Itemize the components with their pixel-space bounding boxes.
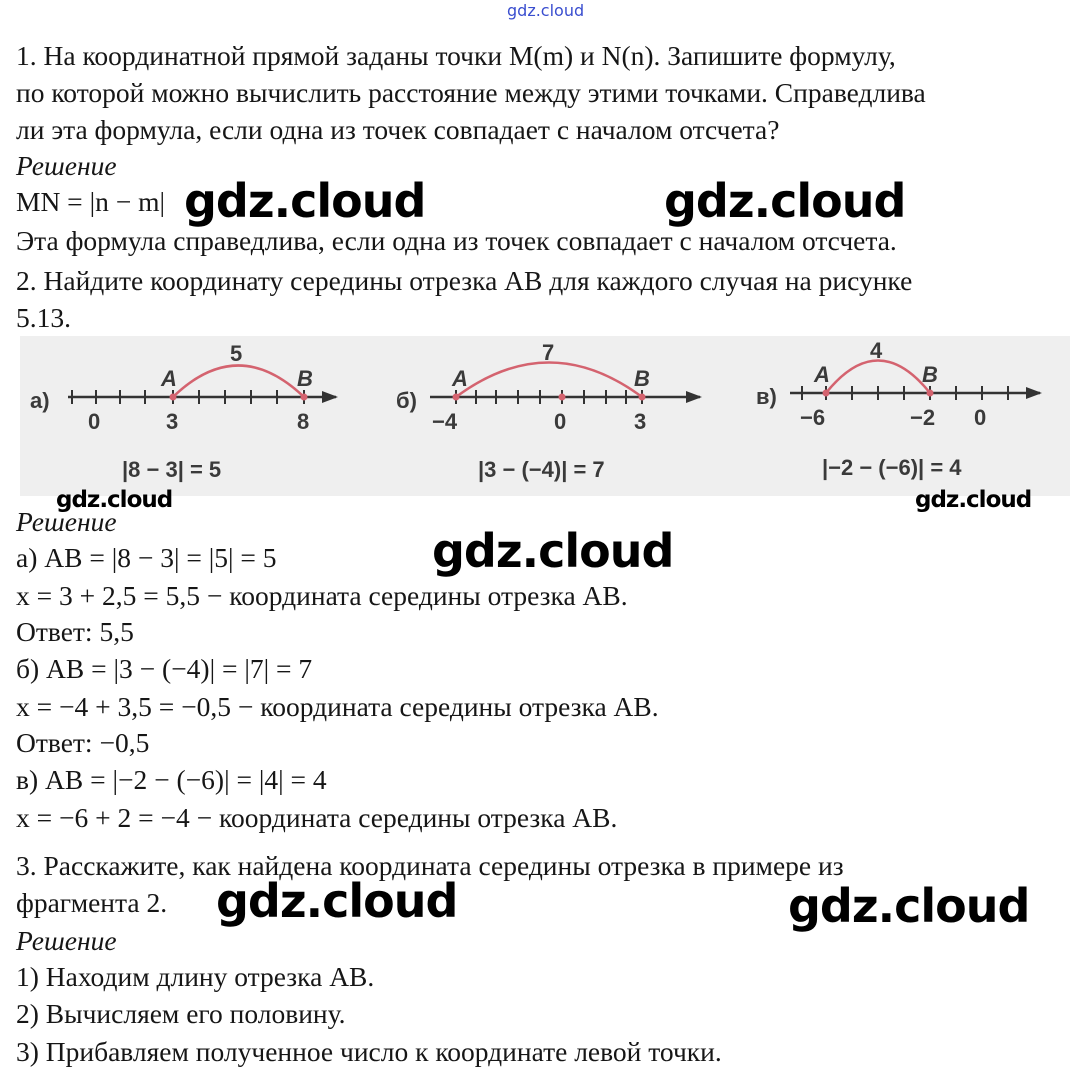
point-a-A <box>170 394 177 401</box>
tick-a-1: 3 <box>166 409 179 434</box>
panel-b-letter: б) <box>396 388 417 413</box>
formula-a: |8 − 3| = 5 <box>122 457 222 482</box>
solution2-heading: Решение <box>16 506 117 537</box>
point-b-zero <box>559 394 566 401</box>
label-b-A: A <box>452 366 468 391</box>
panel-a-letter: а) <box>30 388 50 413</box>
arc-a <box>173 366 304 398</box>
label-a-B: B <box>297 366 313 391</box>
axis-c-arrow-icon <box>1026 387 1042 399</box>
solution2-a-length: а) AB = |8 − 3| = |5| = 5 <box>16 542 277 573</box>
task3-line1: 3. Расскажите, как найдена координата середины отрезка в примере из <box>16 850 844 881</box>
formula-b: |3 − (−4)| = 7 <box>478 457 605 482</box>
tick-b-0: −4 <box>432 409 458 434</box>
task1-line1: 1. На координатной прямой заданы точки M(m) и N(n). Запишите формулу, <box>16 40 896 71</box>
label-a-length: 5 <box>230 341 243 366</box>
task2-line2: 5.13. <box>16 302 71 333</box>
watermark-1: gdz.cloud <box>184 174 426 228</box>
watermark-2: gdz.cloud <box>664 174 906 228</box>
formula-c: |−2 − (−6)| = 4 <box>822 455 962 480</box>
tick-b-1: 0 <box>554 409 567 434</box>
solution3-heading: Решение <box>16 925 117 956</box>
solution1-heading: Решение <box>16 150 117 181</box>
label-b-B: B <box>634 366 650 391</box>
solution2-a-midpoint: x = 3 + 2,5 = 5,5 − координата середины отрезка AB. <box>16 580 628 611</box>
label-a-A: A <box>161 366 177 391</box>
solution2-c-length: в) AB = |−2 − (−6)| = |4| = 4 <box>16 764 327 795</box>
watermark-top: gdz.cloud <box>507 1 585 20</box>
watermark-5: gdz.cloud <box>432 524 674 578</box>
solution2-b-midpoint: x = −4 + 3,5 = −0,5 − координата середины отрезка AB. <box>16 691 659 722</box>
panel-c <box>756 338 1042 480</box>
watermark-4: gdz.cloud <box>915 487 1032 513</box>
solution3-step2: 2) Вычисляем его половину. <box>16 998 346 1029</box>
solution2-a-answer: Ответ: 5,5 <box>16 616 134 647</box>
tick-a-0: 0 <box>88 409 101 434</box>
point-a-B <box>301 394 308 401</box>
tick-a-2: 8 <box>297 409 310 434</box>
task1-line3: ли эта формула, если одна из точек совпадает с началом отсчета? <box>16 114 780 145</box>
task3-line2: фрагмента 2. <box>16 887 168 918</box>
task2-line1: 2. Найдите координату середины отрезка AB для каждого случая на рисунке <box>16 265 913 296</box>
watermark-7: gdz.cloud <box>788 879 1030 933</box>
tick-b-2: 3 <box>634 409 647 434</box>
arc-b <box>456 363 642 398</box>
label-b-length: 7 <box>542 340 555 365</box>
solution2-b-answer: Ответ: −0,5 <box>16 727 150 758</box>
solution1-formula: MN = |n − m| <box>16 186 165 217</box>
solution2-b-length: б) AB = |3 − (−4)| = |7| = 7 <box>16 653 313 684</box>
panel-c-letter: в) <box>756 384 777 409</box>
tick-c-1: −2 <box>910 405 936 430</box>
axis-b-arrow-icon <box>686 391 702 403</box>
solution1-answer: Эта формула справедлива, если одна из точек совпадает с началом отсчета. <box>16 225 897 256</box>
axis-a-arrow-icon <box>322 391 338 403</box>
task1-line2: по которой можно вычислить расстояние между этими точками. Справедлива <box>16 77 926 108</box>
number-lines-svg <box>20 336 1070 496</box>
watermark-6: gdz.cloud <box>216 874 458 928</box>
point-b-B <box>639 394 646 401</box>
panel-a <box>30 341 338 482</box>
point-c-B <box>927 390 934 397</box>
label-c-B: B <box>922 362 938 387</box>
tick-c-0: −6 <box>800 405 826 430</box>
watermark-3: gdz.cloud <box>56 487 173 513</box>
panel-b <box>396 340 702 482</box>
solution2-c-midpoint: x = −6 + 2 = −4 − координата середины отрезка AB. <box>16 802 618 833</box>
point-c-A <box>823 390 830 397</box>
tick-c-2: 0 <box>974 405 987 430</box>
label-c-A: A <box>814 362 830 387</box>
point-b-A <box>453 394 460 401</box>
solution3-step3: 3) Прибавляем полученное число к координате левой точки. <box>16 1036 722 1067</box>
solution3-step1: 1) Находим длину отрезка AB. <box>16 961 375 992</box>
label-c-length: 4 <box>870 338 883 363</box>
figure-5-13 <box>20 336 1070 496</box>
